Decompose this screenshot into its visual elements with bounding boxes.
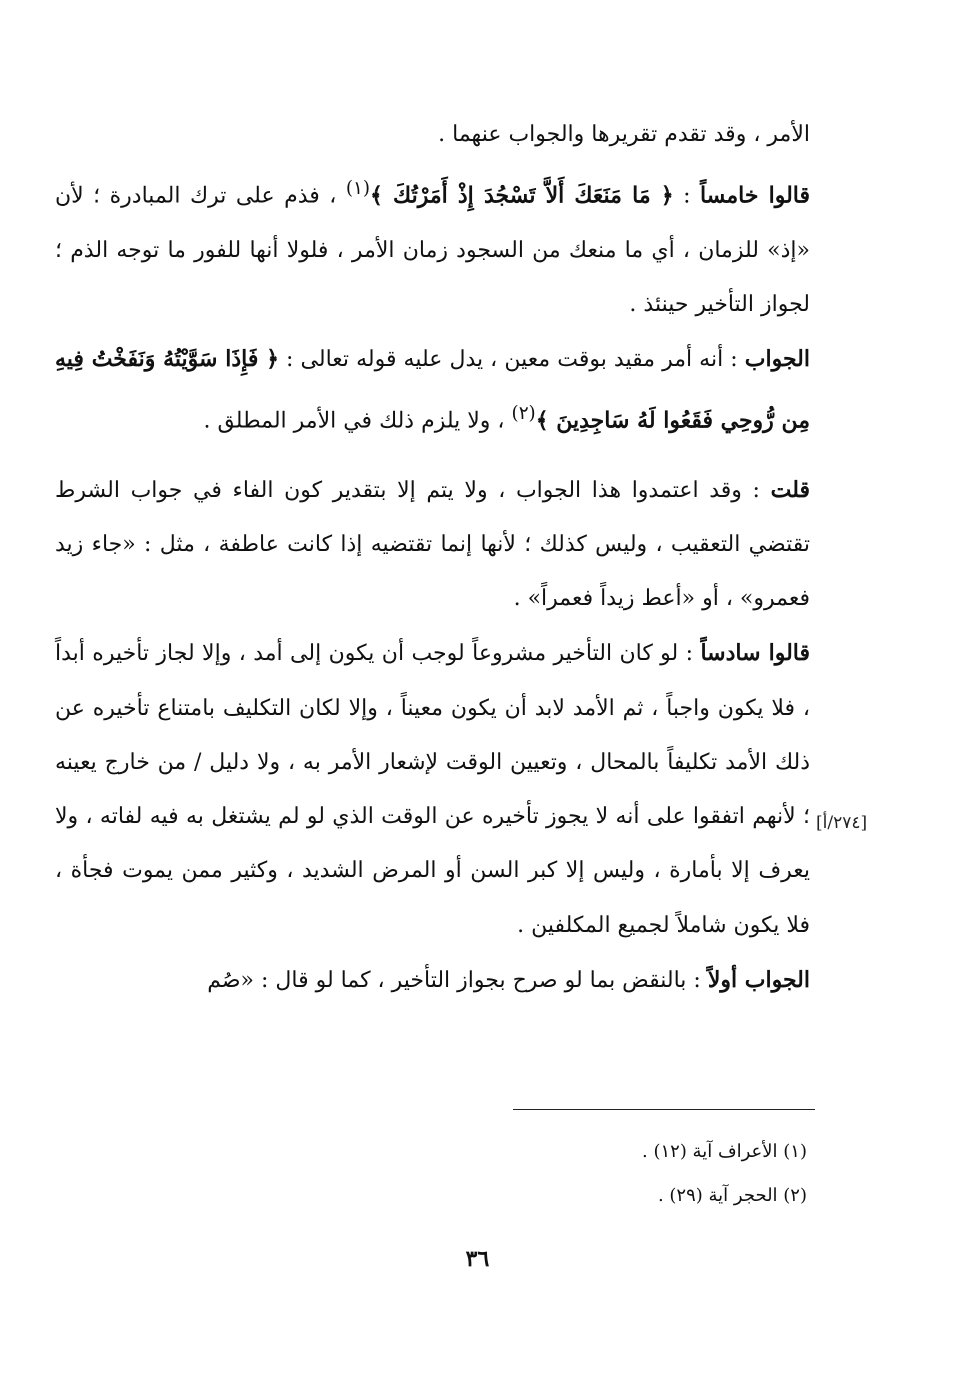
paragraph-4-lead: قلت (770, 476, 810, 503)
paragraph-5-text: : لو كان التأخير مشروعاً لوجب أن يكون إلى أمد ، وإلا لجاز تأخيره أبداً ، فلا يكون واجباً ، ثم الأمد لابد أن يكون معيناً ، وإلا لكان التكليف بامتناع تأخيره عن ذلك الأمد تكليفاً بالمحال ، وتعيين الوقت لإشعار الأمر به ، ولا دليل / من خارج يعينه ؛ لأنهم اتفقوا على أنه لا يجوز تأخيره عن الوقت الذي لو لم يشتغل به فيه لفاته ، ولا يعرف إلا بأمارة ، وليس إلا كبر السن أو المرض الشديد ، وكثير ممن يموت فجأة ، فلا يكون شاملاً لجميع المكلفين . (55, 641, 810, 938)
paragraph-3-lead: الجواب (744, 346, 810, 373)
footnote-ref-2: (٢) (511, 403, 536, 425)
main-text (55, 108, 810, 1008)
footnote-2: (٢) الحجر آية (٢٩) . (657, 1185, 807, 1206)
paragraph-6-lead: الجواب أولاً (707, 966, 810, 993)
paragraph-4 (55, 463, 810, 627)
paragraph-6-text: : بالنقض بما لو صرح بجواز التأخير ، كما لو قال : «صُم (207, 967, 708, 993)
paragraph-6 (55, 953, 810, 1008)
footnote-ref-1: (١) (345, 178, 370, 200)
paragraph-1 (55, 108, 810, 162)
paragraph-2-text-2: ، فذم على ترك المبادرة ؛ لأن «إذ» للزمان ، أي ما منعك من السجود زمان الأمر ، فلولا أنها للفور ما توجه الذم ؛ لجواز التأخير حينئذ . (55, 183, 810, 317)
paragraph-3-text-1: : أنه أمر مقيد بوقت معين ، يدل عليه قوله تعالى : (278, 347, 745, 373)
paragraph-2-text-1: : (673, 183, 701, 209)
paragraph-4-text: : وقد اعتمدوا هذا الجواب ، ولا يتم إلا بتقدير كون الفاء في جواب الشرط تقتضي التعقيب ، وليس كذلك ؛ لأنها إنما تقتضيه إذا كانت عاطفة ، مثل : «جاء زيد فعمرو» ، أو «أعط زيداً فعمراً» . (55, 477, 810, 612)
paragraph-2 (55, 162, 810, 332)
paragraph-gap (55, 449, 810, 463)
paragraph-2-lead: قالوا خامساً (700, 182, 810, 209)
footnote-separator (513, 1109, 815, 1110)
paragraph-5 (55, 626, 810, 952)
manuscript-folio-marker: [٢٧٤/أ] (816, 813, 868, 833)
paragraph-3-text-2: ، ولا يلزم ذلك في الأمر المطلق . (203, 408, 512, 434)
paragraph-1-text: الأمر ، وقد تقدم تقريرها والجواب عنهما . (438, 122, 810, 147)
quran-verse-1: ﴿ مَا مَنَعَكَ أَلاَّ تَسْجُدَ إِذْ أَمَرْتُكَ ﴾ (370, 182, 674, 209)
page-number: ٣٦ (465, 1246, 490, 1272)
paragraph-3 (55, 332, 810, 449)
footnote-1: (١) الأعراف آية (١٢) . (642, 1141, 807, 1162)
quran-verse-2: ﴿ فَإِذَا سَوَّيْتُهُ وَنَفَخْتُ فِيهِ مِن رُّوحِي فَقَعُوا لَهُ سَاجِدِينَ ﴾ (55, 346, 810, 434)
paragraph-5-lead: قالوا سادساً (700, 640, 810, 667)
footnotes (642, 1130, 807, 1218)
